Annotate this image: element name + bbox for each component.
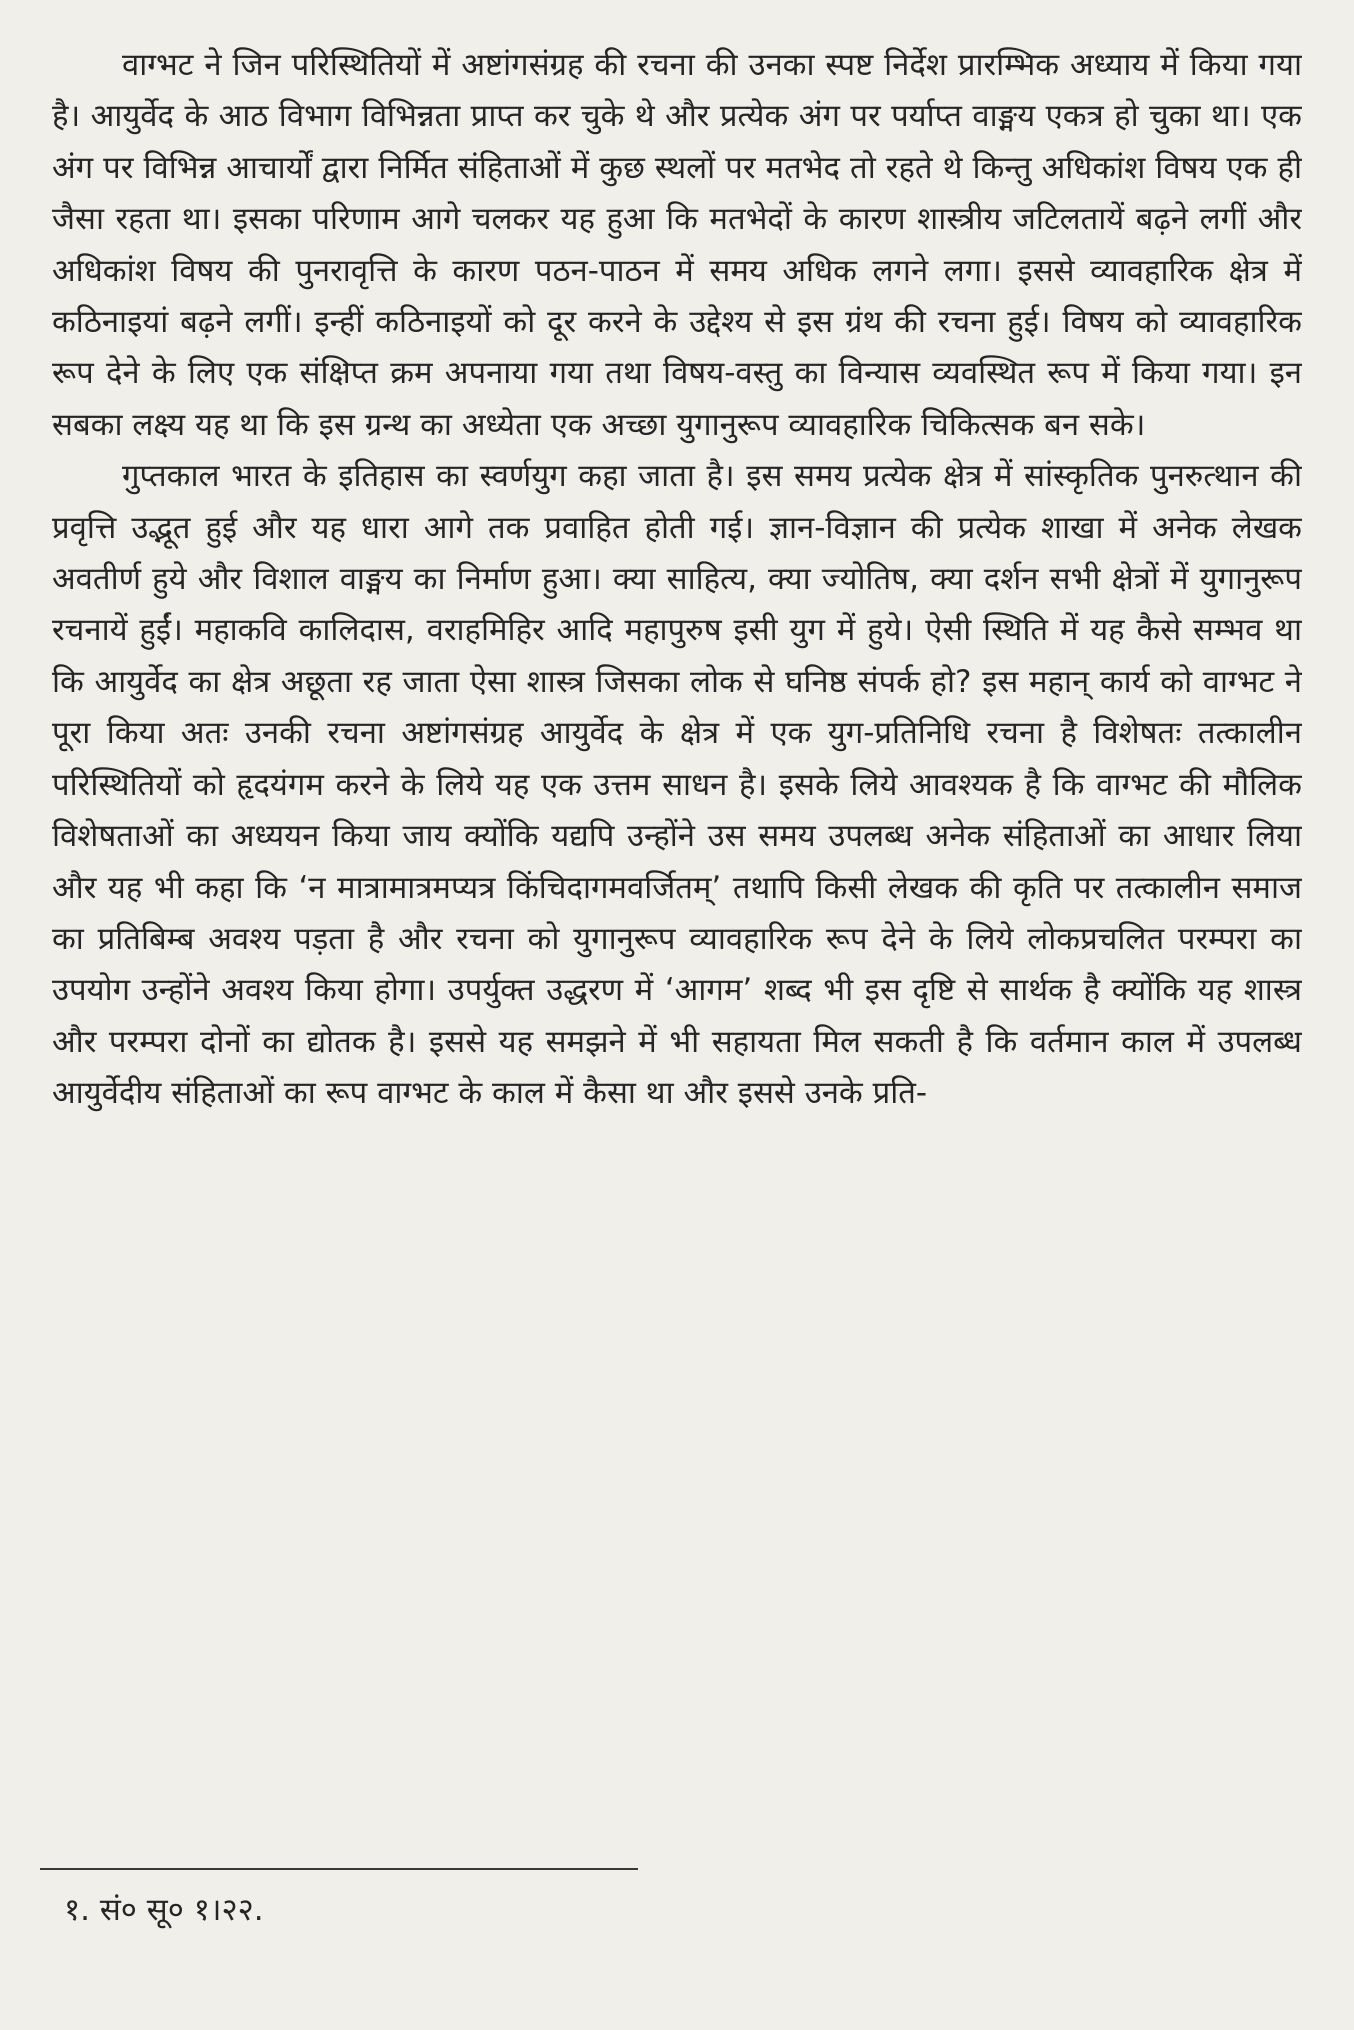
body-paragraph-2: गुप्तकाल भारत के इतिहास का स्वर्णयुग कहा जाता है। इस समय प्रत्येक क्षेत्र में सांस्कृतिक पुनरुत्थान की प्रवृत्ति उद्भूत हुई और यह धारा आगे तक प्रवाहित होती गई। ज्ञान-विज्ञान की प्रत्येक शाखा में अनेक लेखक अवतीर्ण हुये और विशाल वाङ्मय का निर्माण हुआ। क्या साहित्य, क्या ज्योतिष, क्या दर्शन सभी क्षेत्रों में युगानुरूप रचनायें हुईं। महाकवि कालिदास, वराहमिहिर आदि महापुरुष इसी युग में हुये। ऐसी स्थिति में यह कैसे सम्भव था कि आयुर्वेद का क्षेत्र अछूता रह जाता ऐसा शास्त्र जिसका लोक से घनिष्ठ संपर्क हो? इस महान् कार्य को वाग्भट ने पूरा किया अतः उनकी रचना अष्टांगसंग्रह आयुर्वेद के क्षेत्र में एक युग-प्रतिनिधि रचना है विशेषतः तत्कालीन परिस्थितियों को हृदयंगम करने के लिये यह एक उत्तम साधन है। इसके लिये आवश्यक है कि वाग्भट की मौलिक विशेषताओं का अध्ययन किया जाय क्योंकि यद्यपि उन्होंने उस समय उपलब्ध अनेक संहिताओं का आधार लिया और यह भी कहा कि ‘न मात्रामात्रमप्यत्र किंचिदागमवर्जितम्’ तथापि किसी लेखक की कृति पर तत्कालीन समाज का प्रतिबिम्ब अवश्य पड़ता है और रचना को युगानुरूप व्यावहारिक रूप देने के लिये लोकप्रचलित परम्परा का उपयोग उन्होंने अवश्य किया होगा। उपर्युक्त उद्धरण में ‘आगम’ शब्द भी इस दृष्टि से सार्थक है क्योंकि यह शास्त्र और परम्परा दोनों का द्योतक है। इससे यह समझने में भी सहायता मिल सकती है कि वर्तमान काल में उपलब्ध आयुर्वेदीय संहिताओं का रूप वाग्भट के काल में कैसा था और इससे उनके प्रति- — [52, 458, 1302, 1112]
footnote: १. सं० सू० १।२२. — [64, 1892, 264, 1928]
footnote-divider — [40, 1868, 638, 1870]
body-paragraph-1: वाग्भट ने जिन परिस्थितियों में अष्टांगसंग्रह की रचना की उनका स्पष्ट निर्देश प्रारम्भिक अध्याय में किया गया है। आयुर्वेद के आठ विभाग विभिन्नता प्राप्त कर चुके थे और प्रत्येक अंग पर पर्याप्त वाङ्मय एकत्र हो चुका था। एक अंग पर विभिन्न आचार्यों द्वारा निर्मित संहिताओं में कुछ स्थलों पर मतभेद तो रहते थे किन्तु अधिकांश विषय एक ही जैसा रहता था। इसका परिणाम आगे चलकर यह हुआ कि मतभेदों के कारण शास्त्रीय जटिलतायें बढ़ने लगीं और अधिकांश विषय की पुनरावृत्ति के कारण पठन-पाठन में समय अधिक लगने लगा। इससे व्यावहारिक क्षेत्र में कठिनाइयां बढ़ने लगीं। इन्हीं कठिनाइयों को दूर करने के उद्देश्य से इस ग्रंथ की रचना हुई। विषय को व्यावहारिक रूप देने के लिए एक संक्षिप्त क्रम अपनाया गया तथा विषय-वस्तु का विन्यास व्यवस्थित रूप में किया गया। इन सबका लक्ष्य यह था कि इस ग्रन्थ का अध्येता एक अच्छा युगानुरूप व्यावहारिक चिकित्सक बन सके। — [52, 47, 1302, 443]
document-page — [52, 40, 1302, 2000]
